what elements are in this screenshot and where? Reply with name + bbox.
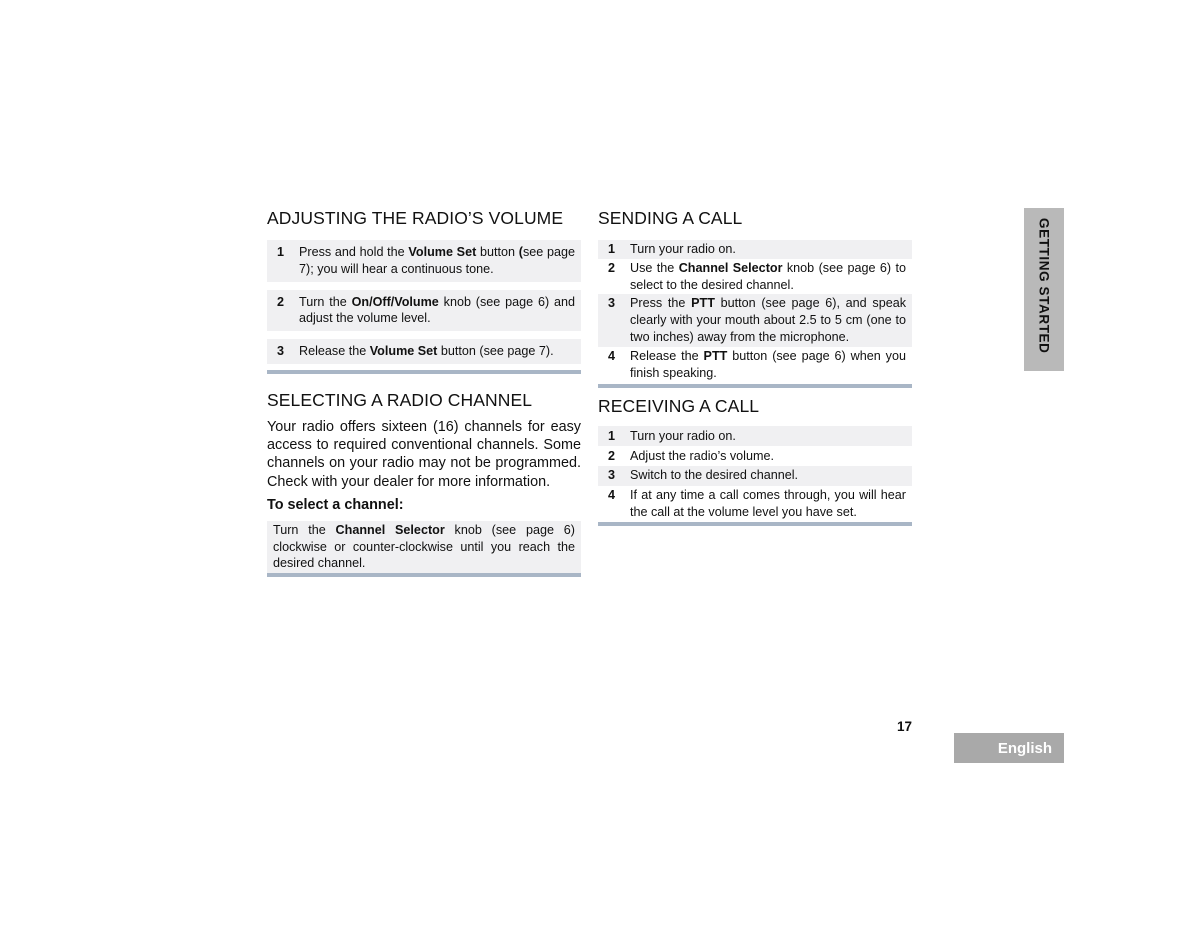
bold-term: Channel Selector	[335, 522, 445, 537]
receiving-call-steps	[598, 426, 912, 522]
step-number: 4	[608, 348, 616, 363]
step-item	[267, 339, 581, 364]
text-run: button	[476, 245, 519, 259]
step-text	[630, 428, 906, 445]
step-text	[630, 260, 906, 294]
step-text	[630, 487, 906, 521]
text-run: Use the	[630, 260, 679, 275]
step-item	[598, 426, 912, 446]
text-run: Release the	[630, 348, 704, 363]
step-text	[630, 348, 906, 382]
select-channel-subhead: To select a channel:	[267, 496, 404, 513]
getting-started-label: GETTING STARTED	[1036, 218, 1052, 354]
text-run: If at any time a call comes through, you will hear the call at the volume level you have set.	[630, 488, 906, 520]
step-text	[299, 244, 575, 278]
right-column	[598, 206, 912, 526]
step-text	[630, 295, 906, 345]
step-number: 1	[608, 428, 616, 443]
step-item	[598, 446, 912, 466]
getting-started-tab	[1024, 208, 1064, 371]
page-number: 17	[897, 719, 913, 734]
section-rule	[598, 522, 912, 526]
section-rule	[267, 573, 581, 577]
bold-term: Volume Set	[369, 344, 438, 359]
text-run: Release the	[299, 344, 370, 359]
language-tab: English	[954, 733, 1064, 763]
left-column	[267, 206, 581, 577]
sending-call-steps	[598, 240, 912, 382]
bold-term: Channel Selector	[678, 260, 783, 275]
section-rule	[267, 370, 581, 374]
text-run: Press the	[630, 296, 692, 311]
text-run: Turn the	[299, 294, 352, 309]
step-item	[598, 486, 912, 523]
step-text	[630, 241, 906, 258]
step-item	[598, 347, 912, 383]
sending-call-heading: SENDING A CALL	[598, 208, 743, 228]
bold-term: On/Off/Volume	[351, 294, 439, 309]
step-number: 3	[277, 344, 285, 359]
bold-term: PTT	[703, 348, 728, 363]
text-run: knob (see page 6) and adjust the volume level.	[299, 294, 575, 326]
text-run: Turn the	[273, 522, 336, 537]
step-number: 3	[608, 296, 616, 311]
text-run: Turn your radio on.	[630, 428, 736, 443]
adjust-volume-steps	[267, 240, 581, 364]
bold-term: (	[518, 245, 523, 259]
step-item	[598, 259, 912, 295]
text-run: Switch to the desired channel.	[630, 468, 799, 483]
text-run: Turn your radio on.	[630, 242, 736, 256]
step-number: 2	[277, 294, 285, 309]
step-item	[598, 240, 912, 259]
step-number: 3	[608, 468, 616, 483]
step-text	[630, 448, 906, 465]
step-number: 4	[608, 488, 616, 503]
receiving-call-heading: RECEIVING A CALL	[598, 396, 760, 417]
text-run: button (see page 6) when you finish speaking.	[630, 348, 906, 380]
step-item	[598, 294, 912, 346]
text-run: see page 7); you will hear a continuous tone.	[299, 245, 575, 276]
step-item	[267, 240, 581, 282]
adjust-volume-heading: ADJUSTING THE RADIO’S VOLUME	[267, 208, 564, 228]
step-text	[630, 467, 906, 484]
text-run: knob (see page 6) clockwise or counter-clockwise until you reach the desired channel.	[273, 522, 575, 571]
step-number: 1	[277, 245, 285, 259]
bold-term: PTT	[691, 296, 715, 311]
text-run: button (see page 7).	[437, 344, 554, 359]
step-number: 2	[608, 260, 616, 275]
text-run: Press and hold the	[299, 245, 409, 259]
select-channel-instruction	[267, 521, 581, 573]
bold-term: Volume Set	[408, 245, 477, 259]
section-rule	[598, 384, 912, 388]
step-text	[299, 343, 575, 360]
select-channel-heading: SELECTING A RADIO CHANNEL	[267, 389, 533, 410]
step-item	[267, 290, 581, 332]
text-run: knob (see page 6) to select to the desired channel.	[630, 260, 906, 292]
select-channel-paragraph: Your radio offers sixteen (16) channels for easy access to required conventional channels. Some channels on your radio may not be programmed. Check with your dealer for more information.	[267, 418, 581, 490]
text-run: button (see page 6), and speak clearly with your mouth about 2.5 to 5 cm (one to two inches) away from the microphone.	[630, 296, 907, 344]
step-number: 2	[608, 448, 616, 463]
step-text	[299, 294, 575, 328]
step-item	[598, 466, 912, 486]
text-run: Adjust the radio’s volume.	[630, 448, 774, 463]
step-number: 1	[608, 242, 616, 256]
